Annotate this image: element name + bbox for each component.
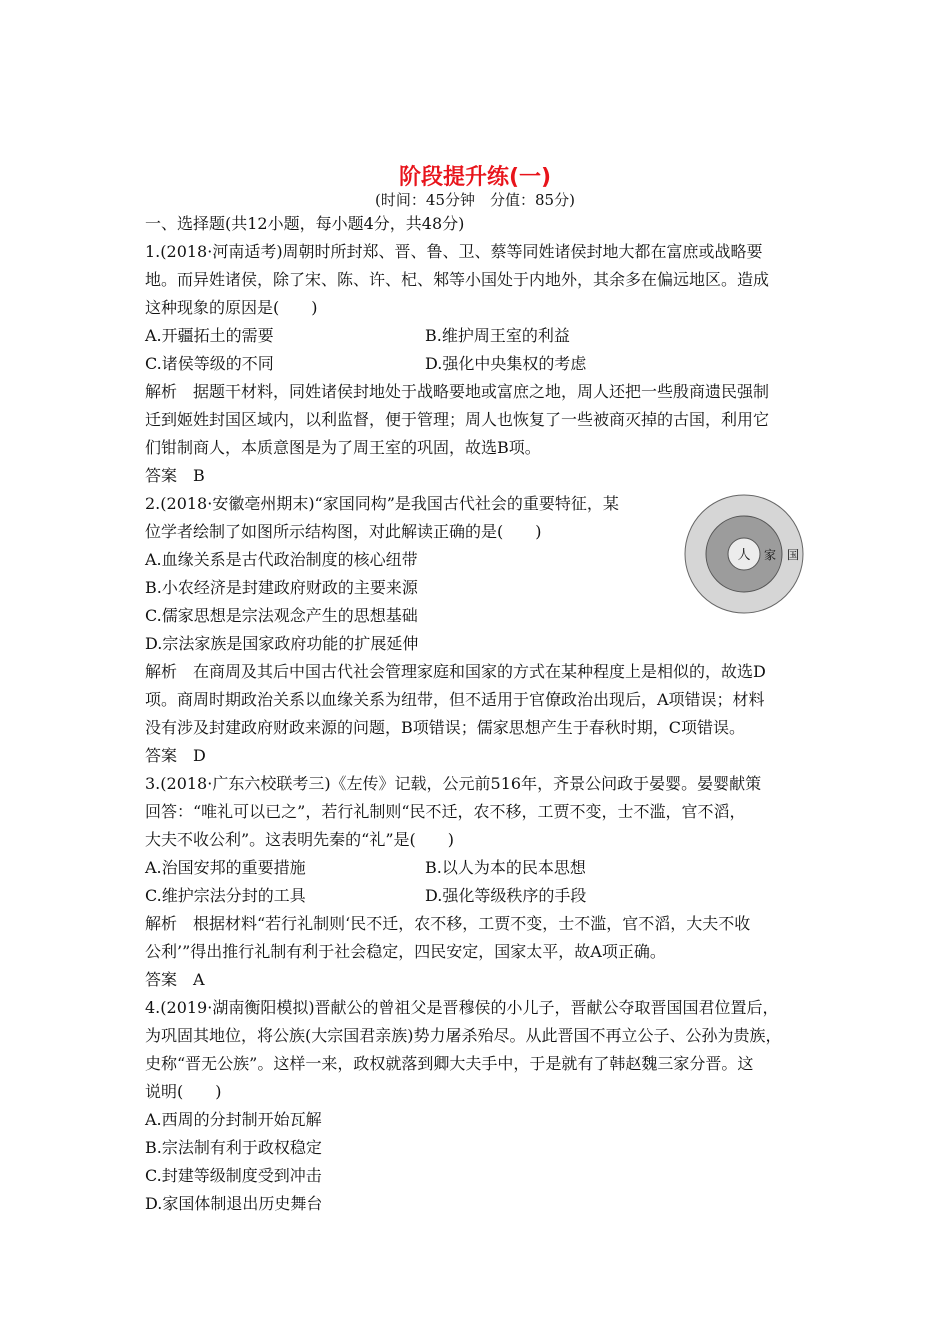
q2-analysis-line: 没有涉及封建政府财政来源的问题，B项错误；儒家思想产生于春秋时期，C项错误。 bbox=[145, 718, 746, 737]
label-family: 家 bbox=[763, 548, 777, 562]
q4-option-b: B.宗法制有利于政权稳定 bbox=[145, 1138, 322, 1157]
q4-stem-line: 说明( ) bbox=[145, 1082, 222, 1101]
q2-answer: 答案 D bbox=[145, 746, 206, 765]
q2-option-b: B.小农经济是封建政府财政的主要来源 bbox=[145, 578, 418, 597]
q2-analysis-line: 项。商周时期政治关系以血缘关系为纽带，但不适用于官僚政治出现后，A项错误；材料 bbox=[145, 690, 765, 709]
q4-option-c: C.封建等级制度受到冲击 bbox=[145, 1166, 322, 1185]
q3-option-b: B.以人为本的民本思想 bbox=[425, 858, 586, 877]
q3-analysis-line: 解析 根据材料“若行礼制则‘民不迁，农不移，工贾不变，士不滥，官不滔，大夫不收 bbox=[145, 914, 751, 933]
q3-answer: 答案 A bbox=[145, 970, 205, 989]
q3-stem-line: 3.(2018·广东六校联考三)《左传》记载，公元前516年，齐景公问政于晏婴。晏婴献策 bbox=[145, 774, 762, 793]
q3-option-d: D.强化等级秩序的手段 bbox=[425, 886, 587, 905]
q1-analysis-line: 迁到姬姓封国区域内，以利监督，便于管理；周人也恢复了一些被商灭掉的古国，利用它 bbox=[145, 410, 770, 429]
q3-stem-line: 回答：“唯礼可以已之”，若行礼制则“民不迁，农不移，工贾不变，士不滥，官不滔， bbox=[145, 802, 746, 821]
q4-stem-line: 为巩固其地位，将公族(大宗国君亲族)势力屠杀殆尽。从此晋国不再立公子、公孙为贵族， bbox=[145, 1026, 782, 1045]
q1-answer: 答案 B bbox=[145, 466, 205, 485]
q2-stem-line: 2.(2018·安徽亳州期末)“家国同构”是我国古代社会的重要特征，某 bbox=[145, 494, 619, 513]
q1-option-b: B.维护周王室的利益 bbox=[425, 326, 570, 345]
q3-stem-line: 大夫不收公利”。这表明先秦的“礼”是( ) bbox=[145, 830, 455, 849]
q1-analysis-line: 们钳制商人，本质意图是为了周王室的巩固，故选B项。 bbox=[145, 438, 541, 457]
q1-stem-line: 地。而异姓诸侯，除了宋、陈、许、杞、邾等小国处于内地外，其余多在偏远地区。造成 bbox=[145, 270, 770, 289]
q3-option-a: A.治国安邦的重要措施 bbox=[145, 858, 306, 877]
section-heading: 一、选择题(共12小题，每小题4分，共48分) bbox=[145, 214, 465, 233]
q3-analysis-line: 公利’”得出推行礼制有利于社会稳定，四民安定，国家太平，故A项正确。 bbox=[145, 942, 666, 961]
q2-option-d: D.宗法家族是国家政府功能的扩展延伸 bbox=[145, 634, 419, 653]
q1-stem-line: 1.(2018·河南适考)周朝时所封郑、晋、鲁、卫、蔡等同姓诸侯封地大都在富庶或战略要 bbox=[145, 242, 763, 261]
q4-stem-line: 史称“晋无公族”。这样一来，政权就落到卿大夫手中，于是就有了韩赵魏三家分晋。这 bbox=[145, 1054, 754, 1073]
q1-option-d: D.强化中央集权的考虑 bbox=[425, 354, 587, 373]
q3-option-c: C.维护宗法分封的工具 bbox=[145, 886, 306, 905]
q2-option-a: A.血缘关系是古代政治制度的核心纽带 bbox=[145, 550, 418, 569]
label-state: 国 bbox=[786, 548, 800, 562]
q1-option-a: A.开疆拓土的需要 bbox=[145, 326, 274, 345]
q2-stem-line: 位学者绘制了如图所示结构图，对此解读正确的是( ) bbox=[145, 522, 542, 541]
q4-option-d: D.家国体制退出历史舞台 bbox=[145, 1194, 323, 1213]
q2-option-c: C.儒家思想是宗法观念产生的思想基础 bbox=[145, 606, 418, 625]
page-title: 阶段提升练(一) bbox=[398, 165, 552, 190]
page-subtitle: (时间：45分钟 分值：85分) bbox=[375, 191, 575, 209]
q1-option-c: C.诸侯等级的不同 bbox=[145, 354, 274, 373]
family-state-diagram bbox=[684, 494, 804, 614]
q2-analysis-line: 解析 在商周及其后中国古代社会管理家庭和国家的方式在某种程度上是相似的，故选D bbox=[145, 662, 766, 681]
label-person: 人 bbox=[737, 548, 751, 563]
q1-analysis-line: 解析 据题干材料，同姓诸侯封地处于战略要地或富庶之地，周人还把一些殷商遗民强制 bbox=[145, 382, 770, 401]
q4-option-a: A.西周的分封制开始瓦解 bbox=[145, 1110, 322, 1129]
q1-stem-line: 这种现象的原因是( ) bbox=[145, 298, 318, 317]
q4-stem-line: 4.(2019·湖南衡阳模拟)晋献公的曾祖父是晋穆侯的小儿子，晋献公夺取晋国国君位置后， bbox=[145, 998, 779, 1017]
